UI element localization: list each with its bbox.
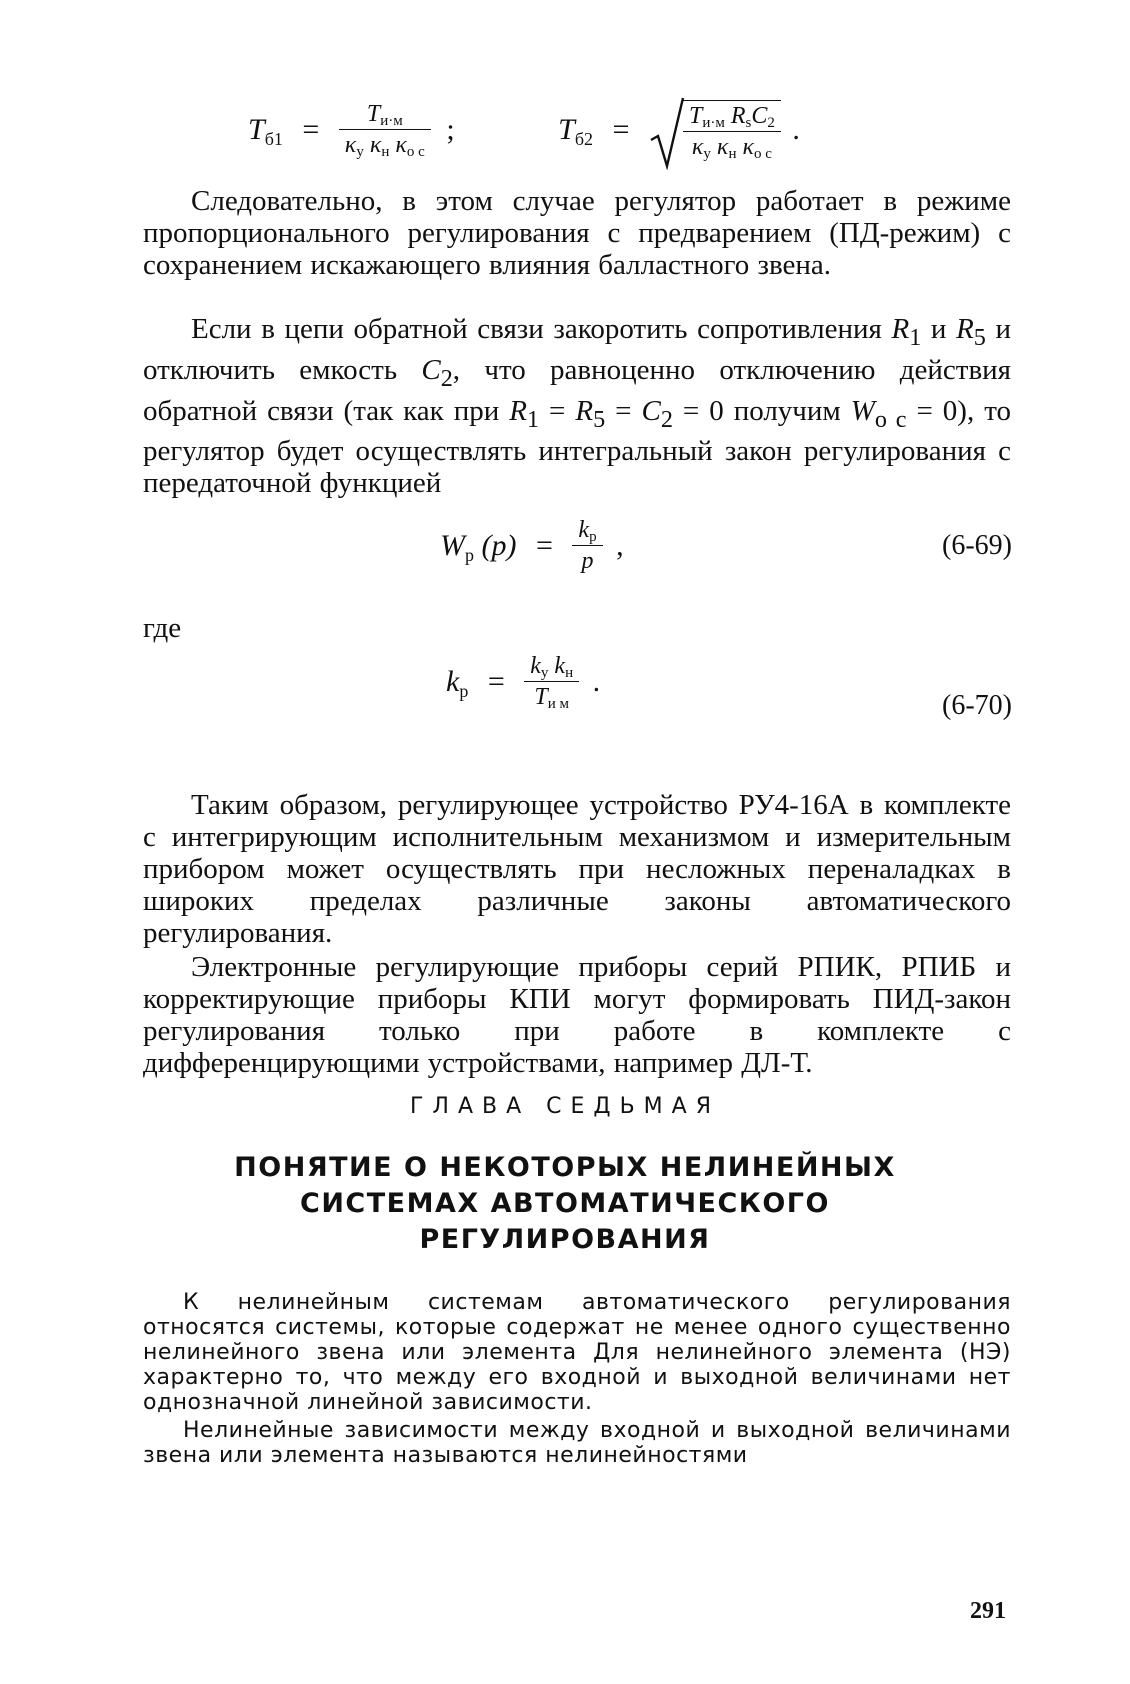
paragraph-4: Электронные регулирующие приборы серий РПИК, РПИБ и корректирующие приборы КПИ могут формировать ПИД-закон регулирования только при работе в комплекте с дифференцирующими устройствами, например ДЛ-Т.: [143, 951, 1011, 1079]
formula-symbol: $T_{б1}$: [248, 112, 283, 149]
paragraph-3: Таким образом, регулирующее устройство РУ4-16А в комплекте с интегрирующим исполнительным механизмом и измерительным прибором может осуществлять при несложных переналадках в широких пределах различные законы автоматического регулирования.: [143, 789, 1011, 949]
paragraph-1: Следовательно, в этом случае регулятор работает в режиме пропорционального регулирования с предварением (ПД-режим) с сохранением искажающего влияния балластного звена.: [143, 185, 1011, 281]
formula-6-70: $k_р$ = $\frac{\text{kу kн}}{\text{Tи м}}$ .: [446, 653, 601, 712]
chapter-title: [140, 1150, 990, 1258]
chapter-title-line: ПОНЯТИЕ О НЕКОТОРЫХ НЕЛИНЕЙНЫХ: [234, 1152, 896, 1183]
chapter-title-line: РЕГУЛИРОВАНИЯ: [419, 1224, 711, 1255]
chapter-title-line: СИСТЕМАХ АВТОМАТИЧЕСКОГО: [300, 1188, 830, 1219]
formula-6-69: $W_р$ (p) = $\frac{kр}{p}$ ,: [440, 517, 624, 574]
square-root: $\frac{\text{Tи·м RsC2}}{\text{κу κн κо с}}$: [649, 100, 781, 159]
where-word: где: [143, 612, 182, 644]
formula-fraction: $\frac{Tи\cdot м}{\text{κу κн κо с}}$: [339, 102, 431, 157]
page-number: 291: [970, 1598, 1006, 1624]
equation-number: (6-70): [942, 690, 1012, 721]
equation-number: (6-69): [942, 530, 1012, 561]
formula-symbol: $T_{б2}$: [558, 112, 594, 149]
chapter-label: ГЛАВА СЕДЬМАЯ: [409, 1094, 720, 1119]
small-paragraph-1: К нелинейным системам автоматического регулирования относятся системы, которые содержат не менее одного существенно нелинейного звена или элемента Для нелинейного элемента (НЭ) характерно то, что между его входной и выходной величинами нет однозначной линейной зависимости.: [143, 1290, 1011, 1415]
small-paragraph-2: Нелинейные зависимости между входной и выходной величинами звена или элемента называются нелинейностями: [143, 1418, 1011, 1468]
paragraph-2: Если в цепи обратной связи закоротить сопротивления $R_1$ и $R_5$ и отключить емкость $C_2$, что равноценно отключению действия обратной связи (так как при $R_1 = R_5 = C_2 = 0$ получим $W_{о с} = 0$), то регулятор будет осуществлять интегральный закон регулирования с передаточной функцией: [143, 313, 1011, 500]
formula-tb1-tb2: $T_{б1}$ = $\frac{Tи\cdot м}{\text{κу κн κо с}}$ ; $T_{б2}$ = $\frac{\text{Tи·м RsC2}}{\text{κу κн κо с}}$ .: [248, 100, 800, 159]
